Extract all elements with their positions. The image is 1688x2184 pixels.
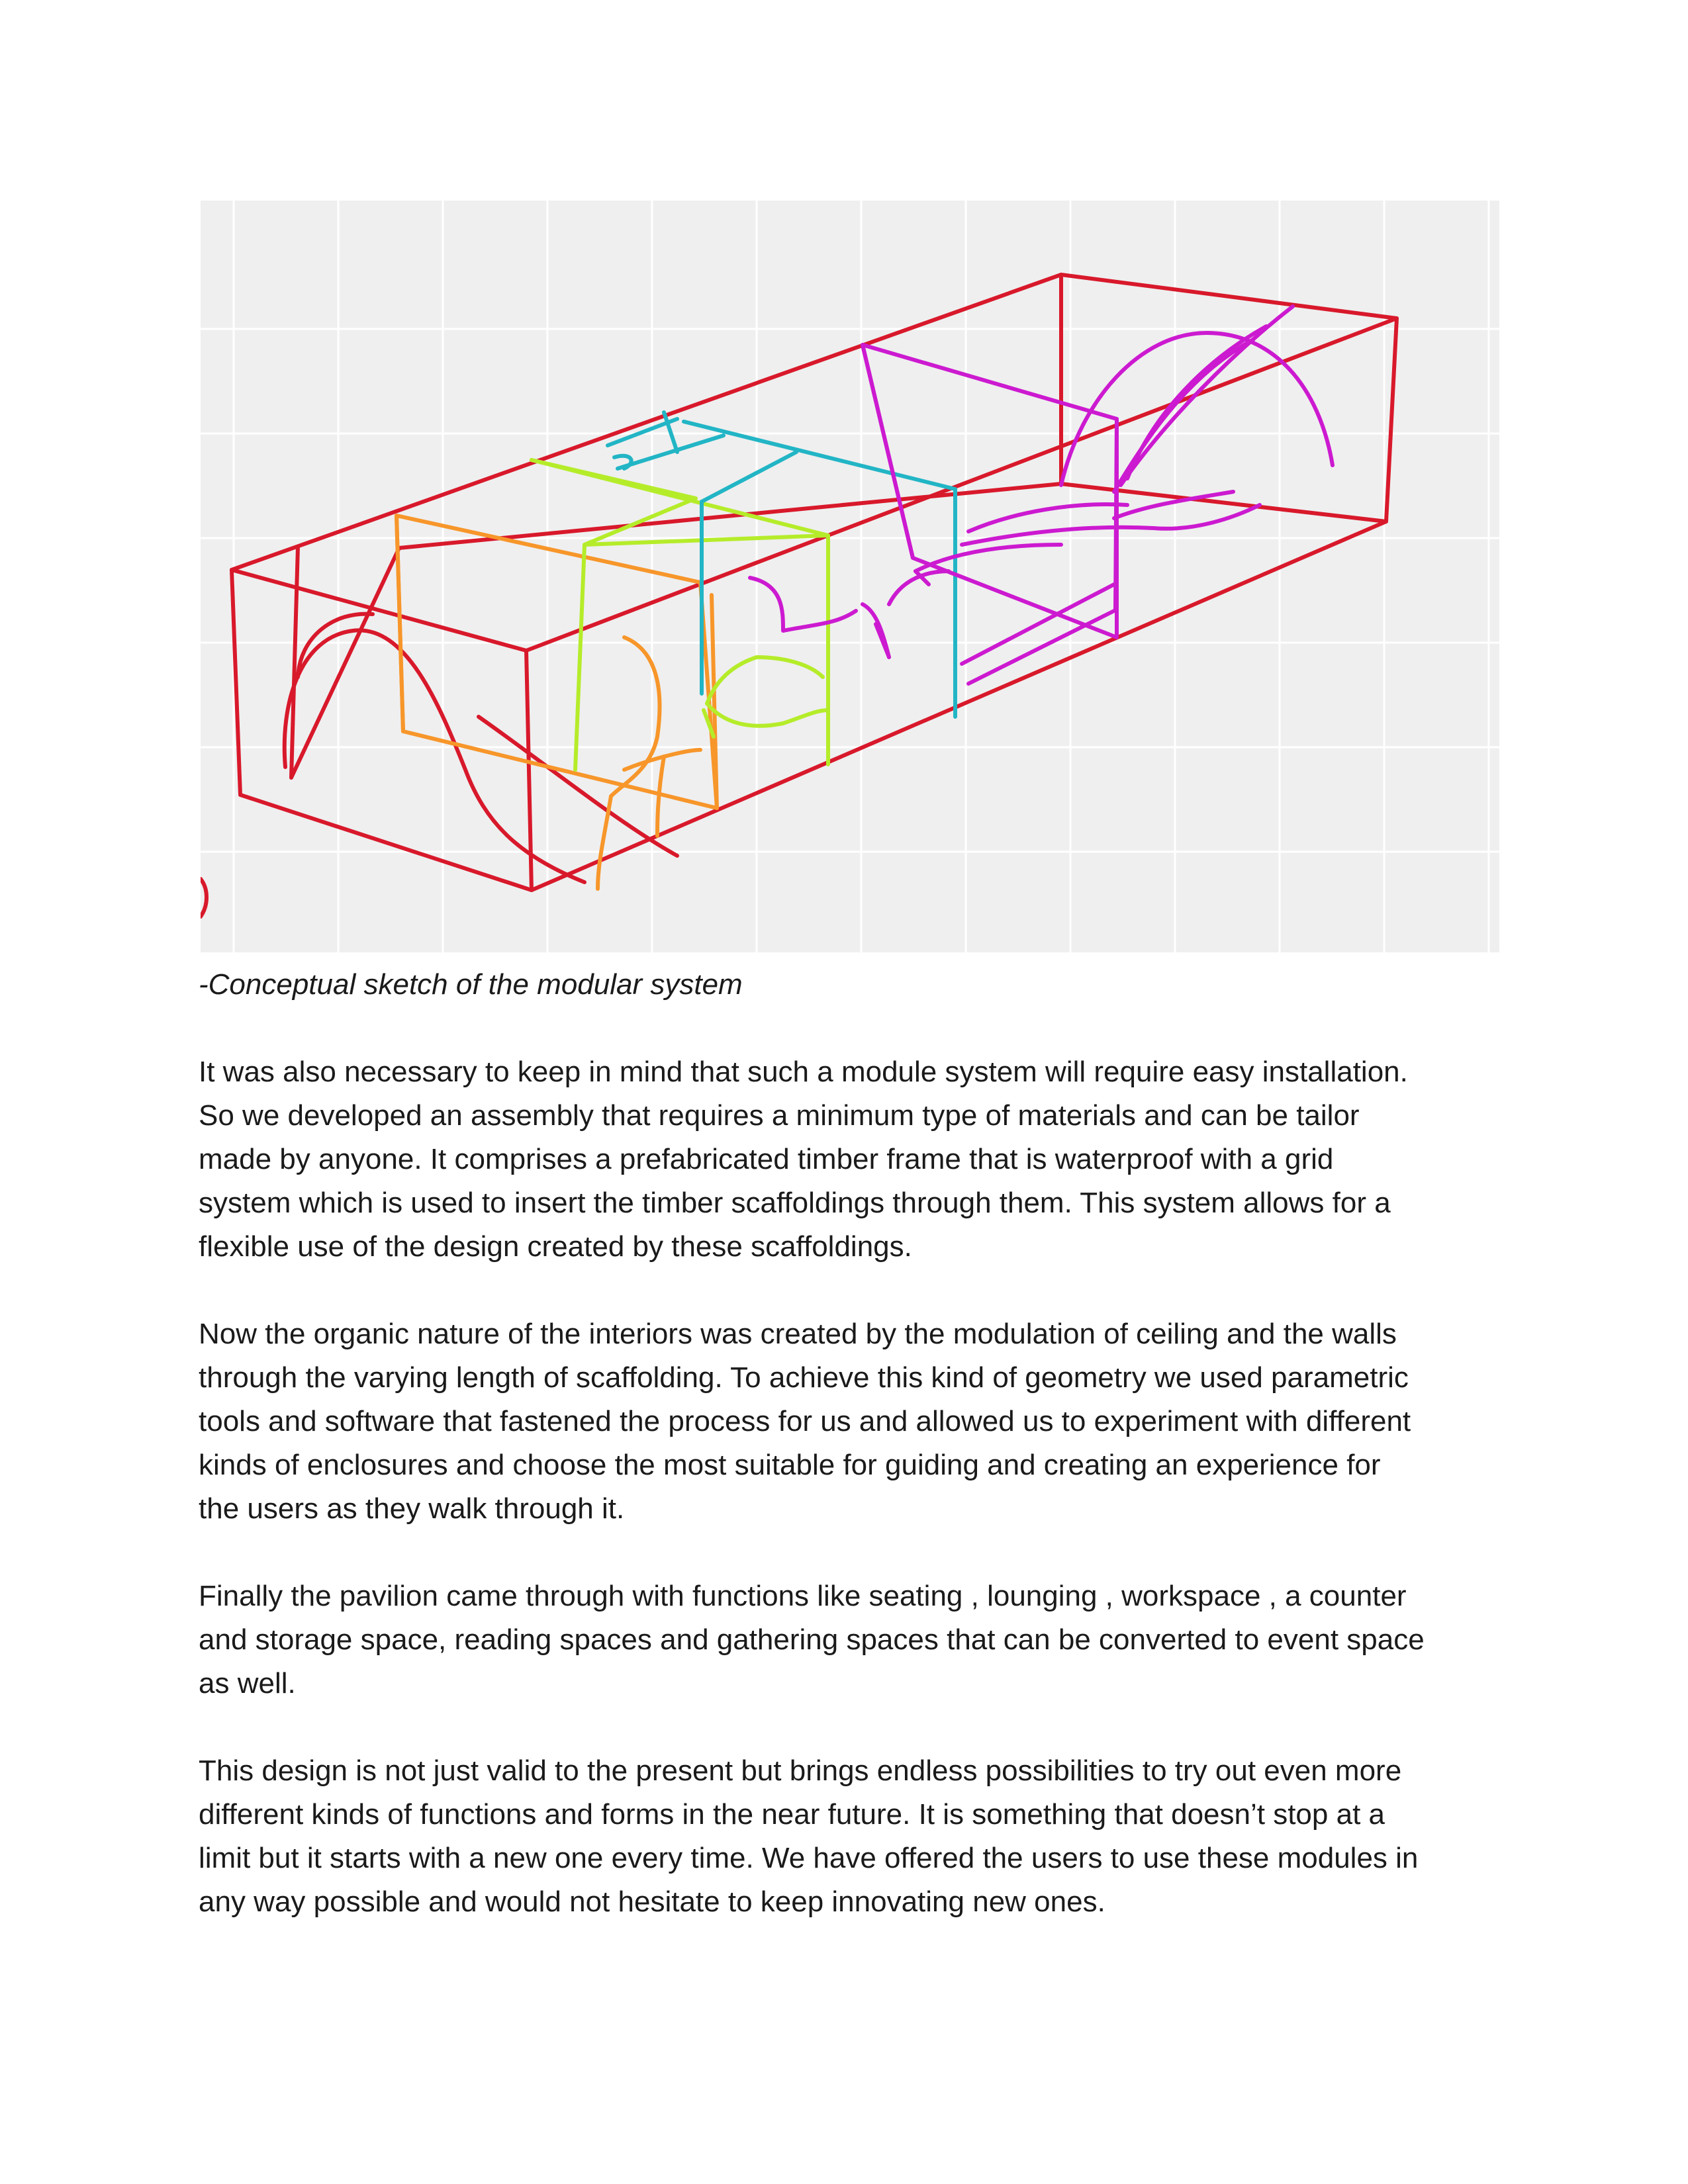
cyan-module	[608, 412, 955, 717]
magenta-module	[750, 306, 1333, 684]
paragraph-pavilion-functions: Finally the pavilion came through with functions like seating , lounging , workspace , a counter and storage space, reading spaces and gathering spaces that can be converted to event space as well.	[199, 1580, 1425, 1700]
paragraph-organic-interiors: Now the organic nature of the interiors was created by the modulation of ceiling and the walls through the varying length of scaffolding. To achieve this kind of geometry we used parametric tools and software that fastened the process for us and allowed us to experiment with different kinds of enclosures and choose the most suitable for guiding and creating an experience for the users as they walk through it.	[199, 1318, 1411, 1525]
figure-caption: -Conceptual sketch of the modular system	[199, 968, 743, 1001]
body-text	[199, 1050, 1506, 1968]
sketch-grid	[201, 201, 1499, 952]
paragraph-installation: It was also necessary to keep in mind that such a module system will require easy installation. So we developed an assembly that requires a minimum type of materials and can be tailor made by anyone. It comprises a prefabricated timber frame that is waterproof with a grid system which is used to insert the timber scaffoldings through them. This system allows for a flexible use of the design created by these scaffoldings.	[199, 1056, 1408, 1263]
sketch-figure	[201, 201, 1499, 952]
modular-system-sketch	[201, 201, 1499, 952]
paragraph-future-possibilities: This design is not just valid to the present but brings endless possibilities to try out even more different kinds of functions and forms in the near future. It is something that doesn’t stop at a limit but it starts with a new one every time. We have offered the users to use these modules in any way possible and would not hesitate to keep innovating new ones.	[199, 1754, 1419, 1918]
